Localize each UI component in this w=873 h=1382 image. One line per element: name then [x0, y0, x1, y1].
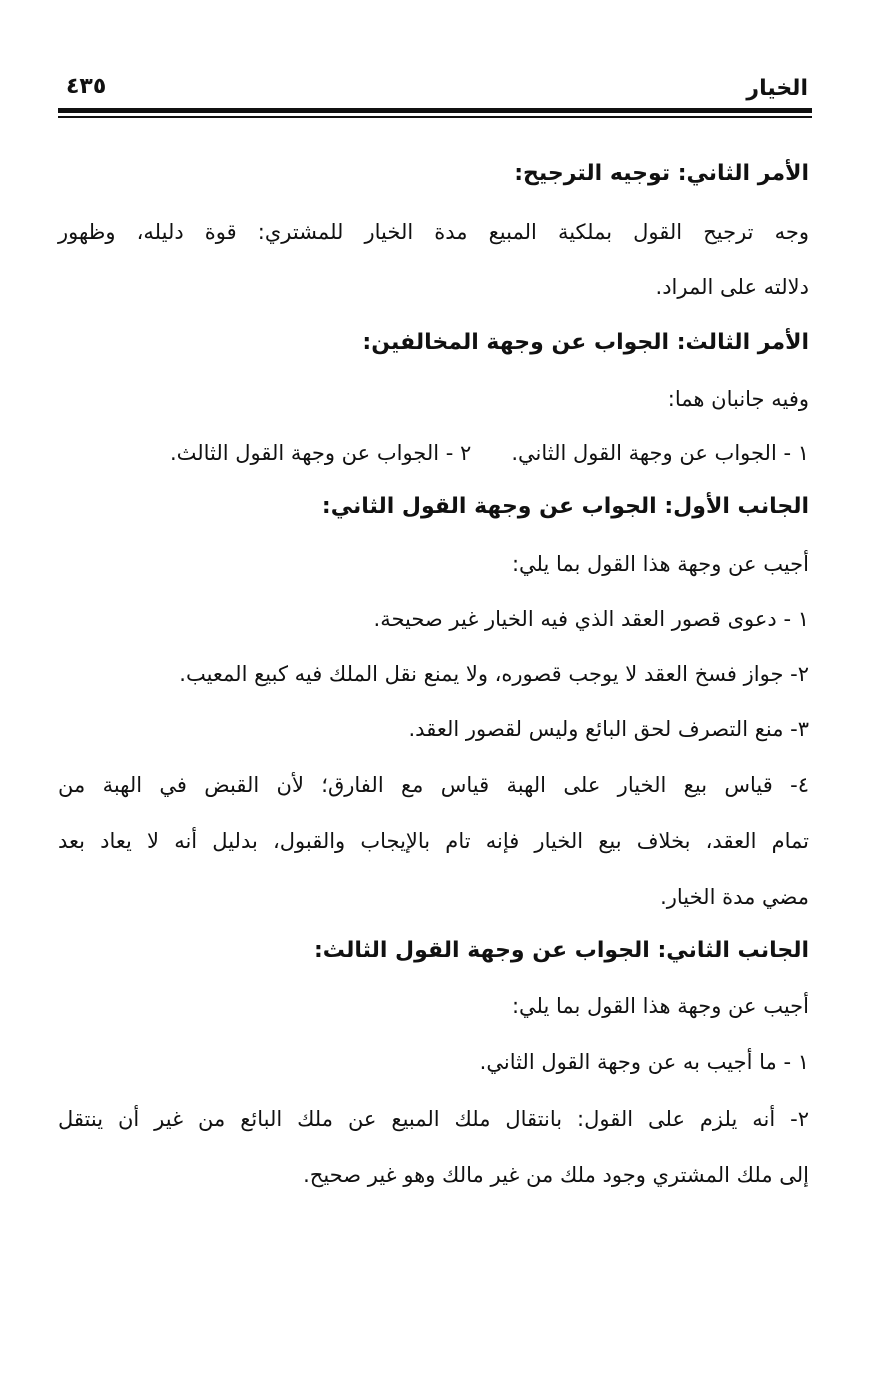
page-number: ٤٣٥ — [66, 74, 107, 99]
list-item: ٢- جواز فسخ العقد لا يوجب قصوره، ولا يمنع نقل الملك فيه كبيع المعيب. — [179, 662, 809, 686]
paragraph-line: وفيه جانبان هما: — [667, 387, 809, 411]
paragraph-line: إلى ملك المشتري وجود ملك من غير مالك وهو غير صحيح. — [303, 1163, 809, 1187]
paragraph-line: دلالته على المراد. — [655, 275, 809, 299]
list-item: ١ - ما أجيب به عن وجهة القول الثاني. — [479, 1050, 809, 1074]
subsection-heading: الجانب الثاني: الجواب عن وجهة القول الثالث: — [313, 938, 809, 963]
list-item: ٢ - الجواب عن وجهة القول الثالث. — [169, 441, 472, 465]
list-item: ١ - الجواب عن وجهة القول الثاني. — [511, 441, 809, 465]
section-heading: الأمر الثالث: الجواب عن وجهة المخالفين: — [362, 330, 809, 355]
section-heading: الأمر الثاني: توجيه الترجيح: — [514, 161, 809, 186]
subsection-heading: الجانب الأول: الجواب عن وجهة القول الثاني: — [321, 494, 809, 519]
list-item: ١ - دعوى قصور العقد الذي فيه الخيار غير صحيحة. — [373, 607, 809, 631]
paragraph-line: وجه ترجيح القول بملكية المبيع مدة الخيار للمشتري: قوة دليله، وظهور — [58, 220, 809, 244]
running-title: الخيار — [746, 76, 808, 101]
paragraph-line: أجيب عن وجهة هذا القول بما يلي: — [511, 994, 809, 1018]
paragraph-line: مضي مدة الخيار. — [660, 885, 809, 909]
list-item: ٢- أنه يلزم على القول: بانتقال ملك المبيع عن ملك البائع من غير أن ينتقل — [58, 1107, 809, 1131]
paragraph-line: تمام العقد، بخلاف بيع الخيار فإنه تام بالإيجاب والقبول، بدليل أنه لا يعاد بعد — [58, 829, 809, 853]
sides-list — [80, 436, 809, 470]
header-rule-thick — [58, 108, 812, 113]
page-header — [58, 72, 812, 106]
list-item: ٤- قياس بيع الخيار على الهبة قياس مع الفارق؛ لأن القبض في الهبة من — [58, 773, 809, 797]
header-rule-thin — [58, 116, 812, 118]
paragraph-line: أجيب عن وجهة هذا القول بما يلي: — [511, 552, 809, 576]
list-item: ٣- منع التصرف لحق البائع وليس لقصور العقد. — [408, 717, 809, 741]
